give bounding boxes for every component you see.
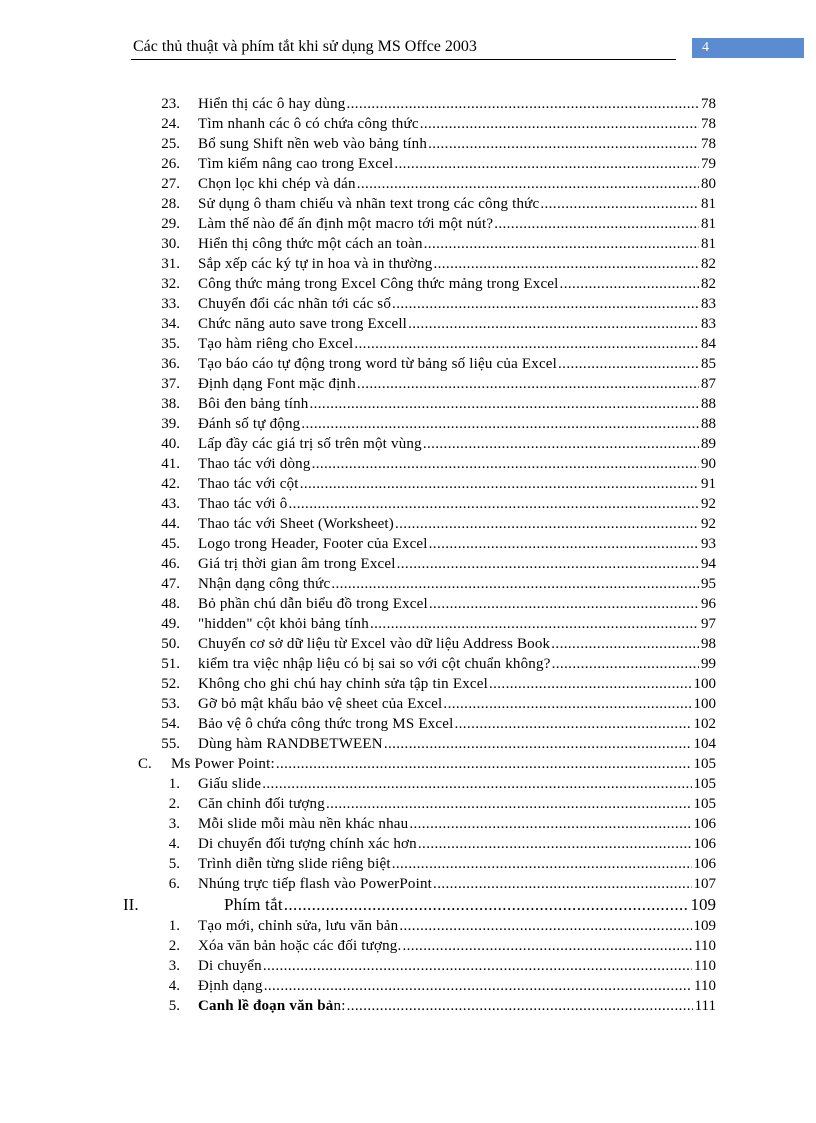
toc-entry-page: 97 (701, 616, 716, 632)
toc-entry-line (198, 174, 716, 194)
toc-entry-page: 107 (693, 876, 716, 892)
toc-dot-leader (552, 654, 699, 674)
toc-entry-title: Thao tác với ô (198, 496, 288, 512)
toc-entry-number: 42. (161, 476, 180, 492)
toc-entry-line (198, 614, 716, 634)
toc-dot-leader (346, 94, 699, 114)
toc-entry-line (198, 594, 716, 614)
toc-entry-title: Ms Power Point: (171, 756, 275, 772)
toc-entry-title: Chọn lọc khi chép và dán (198, 176, 356, 192)
toc-entry-number: 28. (161, 196, 180, 212)
toc-entry[interactable] (0, 674, 816, 694)
toc-entry-page: 95 (701, 576, 716, 592)
toc-entry-page: 83 (701, 296, 716, 312)
toc-entry-line (171, 754, 716, 774)
toc-dot-leader (429, 534, 699, 554)
toc-dot-leader (262, 774, 691, 794)
toc-entry-line (198, 334, 716, 354)
header-title: Các thủ thuật và phím tắt khi sử dụng MS Offce 2003 (133, 38, 477, 55)
toc-dot-leader (284, 894, 689, 916)
toc-dot-leader (408, 314, 699, 334)
toc-entry-number: 32. (161, 276, 180, 292)
toc-dot-leader (428, 134, 699, 154)
toc-entry-number: 37. (161, 376, 180, 392)
toc-entry-line (198, 554, 716, 574)
toc-entry-line (198, 154, 716, 174)
toc-entry-line (224, 894, 716, 916)
toc-entry[interactable] (0, 614, 816, 634)
toc-entry-title: Tìm nhanh các ô có chứa công thức (198, 116, 419, 132)
toc-entry-page: 98 (701, 636, 716, 652)
toc-entry-page: 87 (701, 376, 716, 392)
toc-entry[interactable] (0, 734, 816, 754)
toc-entry[interactable] (0, 754, 816, 774)
toc-entry-number: 25. (161, 136, 180, 152)
toc-entry-number: 49. (161, 616, 180, 632)
toc-entry-line (198, 956, 716, 976)
toc-entry-number: 48. (161, 596, 180, 612)
toc-entry-line (198, 394, 716, 414)
toc-entry[interactable] (0, 234, 816, 254)
toc-entry-number: 46. (161, 556, 180, 572)
toc-entry-line (198, 854, 716, 874)
toc-entry-line (198, 936, 716, 956)
toc-entry-title-rest: n: (333, 998, 346, 1014)
toc-dot-leader (420, 114, 699, 134)
toc-entry-title: Tạo hàm riêng cho Excel (198, 336, 354, 352)
toc-entry-page: 109 (693, 918, 716, 934)
toc-entry-line (198, 654, 716, 674)
toc-entry-line (198, 674, 716, 694)
toc-entry-number: 27. (161, 176, 180, 192)
toc-dot-leader (394, 154, 699, 174)
toc-entry-title-bold: Canh lề đoạn văn bả (198, 998, 334, 1014)
toc-dot-leader (551, 634, 699, 654)
toc-entry-number: 51. (161, 656, 180, 672)
toc-entry-title: Không cho ghi chú hay chỉnh sửa tập tin Excel (198, 676, 488, 692)
toc-entry-number: 45. (161, 536, 180, 552)
toc-entry-page: 83 (701, 316, 716, 332)
toc-dot-leader (540, 194, 699, 214)
toc-entry-page: 79 (701, 156, 716, 172)
toc-entry-page: 99 (701, 656, 716, 672)
toc-entry-title: Định dạng Font mặc định (198, 376, 356, 392)
toc-entry-number: 23. (161, 96, 180, 112)
toc-entry-number: 36. (161, 356, 180, 372)
toc-entry-page: 81 (701, 196, 716, 212)
toc-entry[interactable] (0, 174, 816, 194)
toc-entry-title: Lấp đầy các giá trị số trên một vùng (198, 436, 422, 452)
toc-entry[interactable] (0, 956, 816, 976)
toc-entry[interactable] (0, 94, 816, 114)
toc-entry-title: Thao tác với Sheet (Worksheet) (198, 516, 394, 532)
toc-entry-title: Làm thế nào để ấn định một macro tới một nút? (198, 216, 494, 232)
toc-entry[interactable] (0, 634, 816, 654)
toc-dot-leader (423, 434, 699, 454)
toc-entry-number: 26. (161, 156, 180, 172)
toc-entry-line (198, 514, 716, 534)
toc-entry-page: 78 (701, 116, 716, 132)
toc-entry-title: Sử dụng ô tham chiếu và nhãn text trong các công thức (198, 196, 540, 212)
toc-entry-page: 93 (701, 536, 716, 552)
toc-entry[interactable] (0, 274, 816, 294)
toc-entry[interactable] (0, 916, 816, 936)
toc-entry[interactable] (0, 194, 816, 214)
toc-entry-page: 88 (701, 416, 716, 432)
toc-entry-line (198, 734, 716, 754)
toc-entry-number: 6. (168, 876, 180, 892)
toc-entry-title: Bổ sung Shift nền web vào bảng tính (198, 136, 428, 152)
toc-entry[interactable] (0, 414, 816, 434)
toc-dot-leader (392, 294, 699, 314)
toc-entry[interactable] (0, 594, 816, 614)
toc-entry[interactable] (0, 554, 816, 574)
toc-dot-leader (433, 254, 699, 274)
toc-entry-page: 92 (701, 516, 716, 532)
toc-entry-number: 53. (161, 696, 180, 712)
toc-entry-page: 94 (701, 556, 716, 572)
toc-entry-title: "hidden" cột khỏi bảng tính (198, 616, 369, 632)
toc-entry-number: 30. (161, 236, 180, 252)
toc-entry-page: 102 (693, 716, 716, 732)
toc-dot-leader (357, 374, 699, 394)
toc-entry-number: 39. (161, 416, 180, 432)
toc-entry-page: 78 (701, 96, 716, 112)
toc-dot-leader (300, 474, 699, 494)
toc-entry-page: 106 (693, 816, 716, 832)
toc-entry[interactable] (0, 254, 816, 274)
toc-entry-title: Chuyển cơ sở dữ liệu từ Excel vào dữ liệu Address Book (198, 636, 551, 652)
toc-entry-line (198, 474, 716, 494)
toc-entry-title: Trình diễn từng slide riêng biệt (198, 856, 391, 872)
toc-entry-number: 55. (161, 736, 180, 752)
toc-entry-page: 88 (701, 396, 716, 412)
toc-entry-title: Sắp xếp các ký tự in hoa và in thường (198, 256, 433, 272)
toc-entry-number: II. (123, 895, 139, 914)
toc-dot-leader (395, 514, 699, 534)
toc-dot-leader (347, 996, 693, 1016)
toc-entry-page: 82 (701, 256, 716, 272)
toc-entry-line (198, 574, 716, 594)
toc-entry-line (198, 194, 716, 214)
toc-entry-page: 104 (693, 736, 716, 752)
toc-dot-leader (301, 414, 699, 434)
toc-entry[interactable] (0, 574, 816, 594)
toc-entry-title: Thao tác với cột (198, 476, 299, 492)
toc-entry-page: 111 (694, 998, 716, 1014)
toc-entry[interactable] (0, 434, 816, 454)
toc-dot-leader (418, 834, 692, 854)
toc-entry-number: 2. (168, 938, 180, 954)
toc-entry-number: 4. (168, 836, 180, 852)
toc-entry-line (198, 794, 716, 814)
toc-entry-number: 52. (161, 676, 180, 692)
toc-entry-number: 34. (161, 316, 180, 332)
toc-dot-leader (399, 916, 691, 936)
toc-entry-line (198, 814, 716, 834)
toc-entry-title: Giá trị thời gian âm trong Excel (198, 556, 396, 572)
toc-entry-number: 40. (161, 436, 180, 452)
toc-dot-leader (454, 714, 691, 734)
toc-entry-page: 105 (693, 756, 716, 772)
toc-entry-line (198, 94, 716, 114)
toc-entry-number: 5. (168, 856, 180, 872)
toc-entry[interactable] (0, 774, 816, 794)
toc-entry-title: Bôi đen bảng tính (198, 396, 309, 412)
toc-entry-line (198, 454, 716, 474)
toc-dot-leader (424, 234, 699, 254)
toc-entry-page: 100 (693, 696, 716, 712)
toc-entry-line (198, 916, 716, 936)
toc-dot-leader (429, 594, 699, 614)
toc-entry-title: Tạo mới, chỉnh sửa, lưu văn bản (198, 918, 399, 934)
toc-entry-line (198, 714, 716, 734)
toc-dot-leader (560, 274, 699, 294)
toc-entry[interactable] (0, 134, 816, 154)
toc-dot-leader (370, 614, 699, 634)
toc-entry-line (198, 294, 716, 314)
toc-entry[interactable] (0, 514, 816, 534)
toc-entry-number: 5. (168, 998, 180, 1014)
toc-entry-line (198, 414, 716, 434)
toc-entry[interactable] (0, 534, 816, 554)
toc-dot-leader (384, 734, 692, 754)
toc-entry-title: Logo trong Header, Footer của Excel (198, 536, 428, 552)
toc-entry-page: 109 (690, 895, 716, 914)
toc-entry-page: 91 (701, 476, 716, 492)
toc-entry[interactable] (0, 334, 816, 354)
toc-entry-line (198, 774, 716, 794)
toc-entry-title: Chức năng auto save trong Excell (198, 316, 408, 332)
toc-entry[interactable] (0, 794, 816, 814)
toc-entry-title: Chuyển đổi các nhãn tới các số (198, 296, 392, 312)
toc-dot-leader (357, 174, 699, 194)
toc-entry-line (198, 534, 716, 554)
toc-entry-title (198, 996, 346, 1016)
table-of-contents (0, 94, 816, 1016)
toc-entry-line (198, 254, 716, 274)
toc-entry-line (198, 234, 716, 254)
toc-entry[interactable] (0, 314, 816, 334)
toc-entry[interactable] (0, 394, 816, 414)
toc-entry-line (198, 996, 716, 1016)
toc-entry[interactable] (0, 114, 816, 134)
toc-entry-number: 1. (168, 776, 180, 792)
toc-entry-line (198, 314, 716, 334)
toc-entry-title: Tìm kiếm nâng cao trong Excel (198, 156, 394, 172)
toc-entry-title: Đánh số tự động (198, 416, 301, 432)
toc-dot-leader (402, 936, 692, 956)
header-divider (131, 59, 676, 60)
toc-entry-number: 24. (161, 116, 180, 132)
toc-entry-page: 81 (701, 236, 716, 252)
toc-entry[interactable] (0, 714, 816, 734)
toc-entry-number: 50. (161, 636, 180, 652)
toc-entry-line (198, 354, 716, 374)
toc-entry[interactable] (0, 154, 816, 174)
toc-entry-page: 89 (701, 436, 716, 452)
toc-dot-leader (264, 976, 692, 996)
toc-entry-page: 90 (701, 456, 716, 472)
toc-entry-page: 85 (701, 356, 716, 372)
toc-dot-leader (489, 674, 692, 694)
toc-entry-number: 31. (161, 256, 180, 272)
toc-entry[interactable] (0, 894, 816, 916)
toc-entry-page: 81 (701, 216, 716, 232)
toc-entry-title: Công thức mảng trong Excel Công thức mảng trong Excel (198, 276, 559, 292)
toc-entry-title: Nhúng trực tiếp flash vào PowerPoint (198, 876, 433, 892)
toc-entry-number: 38. (161, 396, 180, 412)
toc-entry[interactable] (0, 374, 816, 394)
toc-entry-title: Phím tắt (224, 895, 283, 914)
toc-entry-page: 84 (701, 336, 716, 352)
toc-entry-title: Dùng hàm RANDBETWEEN (198, 736, 383, 752)
toc-entry-line (198, 494, 716, 514)
toc-entry-number: 4. (168, 978, 180, 994)
toc-entry-number: 47. (161, 576, 180, 592)
toc-entry-page: 80 (701, 176, 716, 192)
toc-entry-title: Nhận dạng công thức (198, 576, 331, 592)
toc-entry-page: 110 (694, 958, 716, 974)
toc-dot-leader (276, 754, 692, 774)
page-number-badge: 4 (692, 38, 804, 58)
toc-entry-title: Hiển thị công thức một cách an toàn (198, 236, 423, 252)
toc-dot-leader (288, 494, 699, 514)
toc-entry[interactable] (0, 474, 816, 494)
toc-entry-title: Xóa văn bản hoặc các đối tượng. (198, 938, 402, 954)
toc-entry-number: 35. (161, 336, 180, 352)
toc-dot-leader (409, 814, 691, 834)
toc-entry-number: 3. (168, 816, 180, 832)
toc-entry-title: Thao tác với dòng (198, 456, 311, 472)
toc-entry-title: Định dạng (198, 978, 263, 994)
toc-entry-title: Bỏ phần chú dẫn biểu đồ trong Excel (198, 596, 428, 612)
toc-entry[interactable] (0, 834, 816, 854)
toc-entry[interactable] (0, 996, 816, 1016)
toc-entry-title: Bảo vệ ô chứa công thức trong MS Excel (198, 716, 454, 732)
toc-entry[interactable] (0, 854, 816, 874)
toc-dot-leader (263, 956, 692, 976)
toc-entry-number: 54. (161, 716, 180, 732)
toc-entry-number: C. (138, 756, 152, 772)
toc-entry-title: Di chuyển đối tượng chính xác hơn (198, 836, 417, 852)
toc-entry-line (198, 114, 716, 134)
toc-entry-line (198, 214, 716, 234)
toc-entry-title: Mỗi slide mỗi màu nền khác nhau (198, 816, 409, 832)
toc-entry[interactable] (0, 874, 816, 894)
toc-entry-page: 106 (693, 856, 716, 872)
toc-entry-page: 105 (693, 796, 716, 812)
toc-entry-title: kiểm tra việc nhập liệu có bị sai so với cột chuẩn không? (198, 656, 551, 672)
toc-dot-leader (309, 394, 699, 414)
toc-dot-leader (558, 354, 699, 374)
toc-entry-page: 92 (701, 496, 716, 512)
toc-entry-title: Tạo báo cáo tự động trong word từ bảng số liệu của Excel (198, 356, 558, 372)
toc-entry[interactable] (0, 214, 816, 234)
toc-dot-leader (397, 554, 699, 574)
toc-entry[interactable] (0, 694, 816, 714)
toc-entry-number: 1. (168, 918, 180, 934)
toc-entry-title: Di chuyển (198, 958, 262, 974)
toc-entry-number: 3. (168, 958, 180, 974)
toc-dot-leader (392, 854, 692, 874)
toc-dot-leader (354, 334, 699, 354)
toc-entry-title: Hiển thị các ô hay dùng (198, 96, 346, 112)
toc-entry-number: 43. (161, 496, 180, 512)
toc-entry-line (198, 634, 716, 654)
toc-entry-page: 110 (694, 978, 716, 994)
toc-entry-line (198, 834, 716, 854)
toc-entry[interactable] (0, 354, 816, 374)
toc-entry-page: 78 (701, 136, 716, 152)
toc-entry-line (198, 274, 716, 294)
toc-entry-page: 110 (694, 938, 716, 954)
toc-entry-line (198, 874, 716, 894)
toc-entry-page: 82 (701, 276, 716, 292)
toc-dot-leader (312, 454, 699, 474)
toc-dot-leader (494, 214, 699, 234)
toc-entry-line (198, 134, 716, 154)
toc-entry[interactable] (0, 936, 816, 956)
toc-entry-page: 106 (693, 836, 716, 852)
toc-entry-title: Gỡ bỏ mật khẩu bảo vệ sheet của Excel (198, 696, 443, 712)
toc-entry-title: Căn chỉnh đối tượng (198, 796, 325, 812)
toc-entry-number: 44. (161, 516, 180, 532)
toc-entry-title: Giấu slide (198, 776, 262, 792)
toc-entry-number: 33. (161, 296, 180, 312)
toc-entry-number: 2. (168, 796, 180, 812)
toc-entry-page: 105 (693, 776, 716, 792)
toc-entry[interactable] (0, 454, 816, 474)
toc-entry-line (198, 434, 716, 454)
toc-entry-page: 96 (701, 596, 716, 612)
toc-dot-leader (433, 874, 691, 894)
toc-entry-page: 100 (693, 676, 716, 692)
toc-entry[interactable] (0, 494, 816, 514)
toc-entry-line (198, 374, 716, 394)
toc-dot-leader (326, 794, 692, 814)
toc-entry-line (198, 976, 716, 996)
toc-entry-number: 29. (161, 216, 180, 232)
toc-entry[interactable] (0, 294, 816, 314)
toc-entry[interactable] (0, 976, 816, 996)
toc-dot-leader (443, 694, 691, 714)
toc-entry-number: 41. (161, 456, 180, 472)
toc-dot-leader (331, 574, 699, 594)
toc-entry-line (198, 694, 716, 714)
toc-entry[interactable] (0, 654, 816, 674)
toc-entry[interactable] (0, 814, 816, 834)
